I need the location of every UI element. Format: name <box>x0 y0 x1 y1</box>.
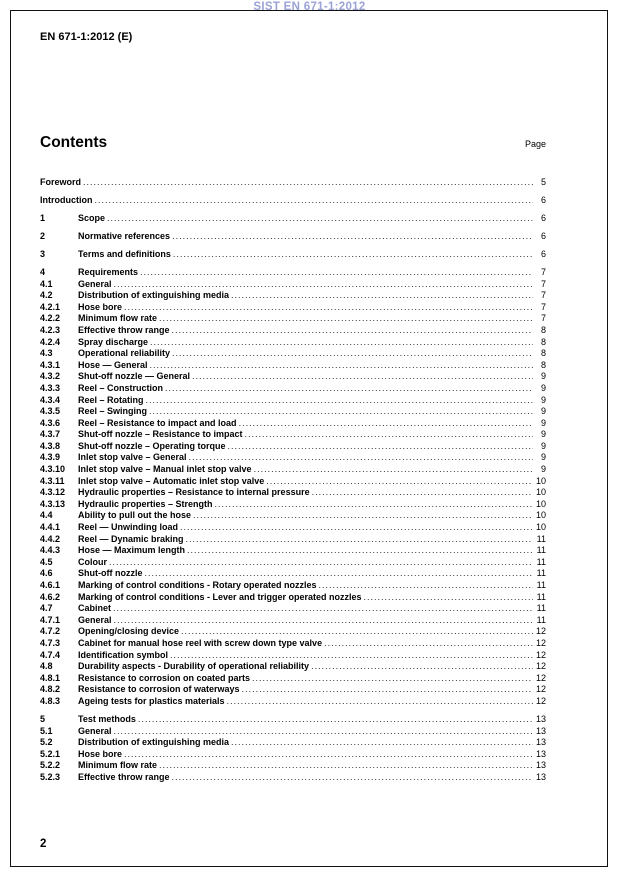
toc-entry <box>40 603 546 615</box>
toc-dotted-leader <box>83 177 533 189</box>
toc-entry-page: 6 <box>540 194 546 205</box>
toc-entry-page: 11 <box>536 591 546 602</box>
toc-entry-page: 13 <box>535 737 546 748</box>
toc-entry-page: 8 <box>540 359 546 370</box>
toc-entry-title: Minimum flow rate <box>78 313 158 324</box>
toc-dotted-leader <box>189 452 533 464</box>
toc-entry <box>40 545 546 557</box>
toc-entry-number: 4.6 <box>40 568 53 579</box>
toc-dotted-leader <box>95 195 534 207</box>
toc-entry <box>40 522 546 534</box>
toc-entry-page: 11 <box>536 545 546 556</box>
toc-entry-page: 10 <box>535 487 546 498</box>
toc-entry-page: 9 <box>540 429 546 440</box>
toc-dotted-leader <box>114 279 533 291</box>
toc-entry-page: 8 <box>540 324 546 335</box>
toc-entry-title: Marking of control conditions - Lever and trigger operated nozzles <box>78 591 362 602</box>
toc-entry <box>40 267 546 279</box>
toc-entry-title: Foreword <box>40 176 82 187</box>
toc-entry-number: 4.7.4 <box>40 649 61 660</box>
toc-entry-title: Hydraulic properties – Strength <box>78 498 213 509</box>
toc-dotted-leader <box>312 487 533 499</box>
toc-entry-number: 4.3 <box>40 348 53 359</box>
toc-entry <box>40 726 546 738</box>
toc-entry-title: Effective throw range <box>78 324 170 335</box>
toc-entry-title: Shut-off nozzle <box>78 568 143 579</box>
toc-entry-page: 12 <box>535 661 546 672</box>
toc-entry-number: 4.3.12 <box>40 487 66 498</box>
toc-entry-title: Operational reliability <box>78 348 171 359</box>
toc-entry-number: 4.2.4 <box>40 336 61 347</box>
toc-entry-number: 4.4 <box>40 510 53 521</box>
toc-entry-title: Introduction <box>40 194 93 205</box>
toc-entry <box>40 714 546 726</box>
toc-entry-number: 4.2.2 <box>40 313 61 324</box>
toc-entry-title: Hose bore <box>78 748 123 759</box>
toc-entry-page: 10 <box>535 522 546 533</box>
toc-entry-title: Reel – Construction <box>78 382 164 393</box>
toc-entry <box>40 476 546 488</box>
toc-entry-page: 12 <box>535 649 546 660</box>
toc-entry-title: Reel – Resistance to impact and load <box>78 417 237 428</box>
toc-entry-number: 2 <box>40 230 46 241</box>
toc-entry <box>40 673 546 685</box>
toc-entry <box>40 325 546 337</box>
toc-entry-title: Shut-off nozzle — General <box>78 371 191 382</box>
toc-entry-page: 11 <box>536 603 546 614</box>
toc-entry-title: Durability aspects - Durability of operational reliability <box>78 661 310 672</box>
toc-entry-page: 9 <box>540 371 546 382</box>
toc-entry-number: 4.7.2 <box>40 626 61 637</box>
toc-entry <box>40 395 546 407</box>
toc-entry-page: 13 <box>535 725 546 736</box>
toc-entry <box>40 302 546 314</box>
toc-entry-page: 12 <box>535 684 546 695</box>
toc-entry-page: 9 <box>540 440 546 451</box>
toc-entry-title: Hose bore <box>78 301 123 312</box>
toc-dotted-leader <box>124 302 533 314</box>
toc-entry-page: 7 <box>540 290 546 301</box>
toc-dotted-leader <box>172 231 533 243</box>
toc-dotted-leader <box>149 406 533 418</box>
toc-dotted-leader <box>311 661 533 673</box>
toc-entry <box>40 313 546 325</box>
toc-entry-title: Resistance to corrosion on coated parts <box>78 672 251 683</box>
contents-title: Contents <box>40 134 108 151</box>
toc-entry <box>40 452 546 464</box>
toc-entry-number: 4.3.8 <box>40 440 61 451</box>
toc-dotted-leader <box>252 673 533 685</box>
toc-entry-number: 5.2.2 <box>40 760 61 771</box>
toc-entry-page: 7 <box>540 266 546 277</box>
toc-entry <box>40 195 546 207</box>
toc-entry-title: Reel — Unwinding load <box>78 522 179 533</box>
toc-entry <box>40 279 546 291</box>
toc-entry-number: 4.4.2 <box>40 533 61 544</box>
toc-entry-title: Colour <box>78 556 107 567</box>
toc-entry-page: 6 <box>540 248 546 259</box>
toc-entry <box>40 249 546 261</box>
toc-entry-title: General <box>78 725 112 736</box>
toc-entry-number: 4.8.2 <box>40 684 61 695</box>
toc-entry-title: Cabinet for manual hose reel with screw down type valve <box>78 637 323 648</box>
toc-entry <box>40 580 546 592</box>
toc-entry-number: 4.3.6 <box>40 417 61 428</box>
toc-entry-page: 13 <box>535 714 546 725</box>
toc-entry-title: Distribution of extinguishing media <box>78 290 230 301</box>
toc-dotted-leader <box>146 395 533 407</box>
toc-dotted-leader <box>227 696 533 708</box>
toc-entry <box>40 638 546 650</box>
toc-entry <box>40 383 546 395</box>
toc-dotted-leader <box>192 371 533 383</box>
toc-dotted-leader <box>193 510 533 522</box>
toc-entry-title: Test methods <box>78 714 136 725</box>
toc-entry <box>40 661 546 673</box>
toc-entry <box>40 177 546 189</box>
toc-entry-number: 5.1 <box>40 725 53 736</box>
toc-entry <box>40 418 546 430</box>
toc-entry-title: Reel — Dynamic braking <box>78 533 184 544</box>
toc-entry-title: Hydraulic properties – Resistance to internal pressure <box>78 487 310 498</box>
toc-entry <box>40 487 546 499</box>
toc-entry-number: 4.2.1 <box>40 301 61 312</box>
toc-entry <box>40 290 546 302</box>
toc-entry-number: 4.7.3 <box>40 637 61 648</box>
toc-dotted-leader <box>172 348 533 360</box>
toc-entry <box>40 429 546 441</box>
toc-entry-number: 4.2 <box>40 290 53 301</box>
toc-entry <box>40 348 546 360</box>
toc-dotted-leader <box>159 313 533 325</box>
contents-header-row <box>40 134 546 152</box>
toc-dotted-leader <box>159 760 533 772</box>
toc-entry <box>40 696 546 708</box>
toc-entry-title: Spray discharge <box>78 336 149 347</box>
toc-entry-title: Effective throw range <box>78 772 170 782</box>
toc-entry-title: Inlet stop valve – Automatic inlet stop valve <box>78 475 265 486</box>
toc-entry-title: Ability to pull out the hose <box>78 510 191 521</box>
toc-entry-title: Opening/closing device <box>78 626 180 637</box>
toc-entry-number: 5.2.1 <box>40 748 61 759</box>
toc-entry-page: 11 <box>536 556 546 567</box>
toc-dotted-leader <box>114 726 533 738</box>
toc-entry-page: 7 <box>540 301 546 312</box>
toc-dotted-leader <box>140 267 533 279</box>
toc-entry-title: Resistance to corrosion of waterways <box>78 684 240 695</box>
toc-entry-number: 4.3.10 <box>40 464 66 475</box>
toc-entry-page: 9 <box>540 417 546 428</box>
toc-dotted-leader <box>231 290 533 302</box>
toc-entry-page: 12 <box>535 626 546 637</box>
toc-entry-title: General <box>78 614 112 625</box>
toc-entry-title: Reel – Rotating <box>78 394 144 405</box>
toc-entry <box>40 592 546 604</box>
sist-watermark: SIST EN 671-1:2012 <box>253 1 366 13</box>
toc-entry-page: 9 <box>540 382 546 393</box>
toc-dotted-leader <box>319 580 533 592</box>
toc-dotted-leader <box>181 626 533 638</box>
toc-entry-title: Cabinet <box>78 603 112 614</box>
toc-entry <box>40 441 546 453</box>
toc-entry-page: 5 <box>540 176 546 187</box>
toc-entry <box>40 406 546 418</box>
toc-entry <box>40 499 546 511</box>
toc-entry-number: 5.2 <box>40 737 53 748</box>
toc-entry-number: 4.8 <box>40 661 53 672</box>
toc-dotted-leader <box>215 499 533 511</box>
toc-dotted-leader <box>109 557 533 569</box>
toc-entry-title: Inlet stop valve – General <box>78 452 187 463</box>
toc-entry-number: 4.6.1 <box>40 580 61 590</box>
toc-entry-number: 4.8.3 <box>40 695 61 706</box>
document-reference: EN 671-1:2012 (E) <box>40 31 133 43</box>
toc-entry <box>40 231 546 243</box>
toc-dotted-leader <box>245 429 533 441</box>
toc-entry-page: 12 <box>535 672 546 683</box>
toc-entry <box>40 749 546 761</box>
toc-dotted-leader <box>254 464 533 476</box>
toc-entry-title: Distribution of extinguishing media <box>78 737 230 748</box>
toc-entry-page: 8 <box>540 336 546 347</box>
toc-entry <box>40 510 546 522</box>
toc-entry-title: Shut-off nozzle – Resistance to impact <box>78 429 243 440</box>
toc-entry-title: Hose — General <box>78 359 148 370</box>
toc-entry-number: 4.3.1 <box>40 359 61 370</box>
toc-entry-page: 11 <box>536 580 546 590</box>
toc-dotted-leader <box>113 603 533 615</box>
toc-entry-title: Minimum flow rate <box>78 760 158 771</box>
toc-entry-title: Shut-off nozzle – Operating torque <box>78 440 226 451</box>
toc-entry-number: 4.2.3 <box>40 324 61 335</box>
toc-entry-page: 9 <box>540 452 546 463</box>
toc-entry-number: 4.3.4 <box>40 394 61 405</box>
toc-entry-page: 9 <box>540 394 546 405</box>
toc-entry <box>40 772 546 784</box>
toc-entry-page: 12 <box>535 637 546 648</box>
toc-entry <box>40 684 546 696</box>
toc-entry <box>40 650 546 662</box>
toc-dotted-leader <box>107 213 533 225</box>
toc-entry <box>40 464 546 476</box>
toc-dotted-leader <box>173 249 533 261</box>
toc-entry-page: 10 <box>535 498 546 509</box>
toc-entry-number: 4.6.2 <box>40 591 61 602</box>
toc-dotted-leader <box>165 383 533 395</box>
toc-entry-title: Ageing tests for plastics materials <box>78 695 225 706</box>
toc-entry-page: 10 <box>535 510 546 521</box>
toc-entry-title: Marking of control conditions - Rotary operated nozzles <box>78 580 317 590</box>
toc-entry <box>40 615 546 627</box>
toc-dotted-leader <box>364 592 533 604</box>
toc-entry-title: Reel – Swinging <box>78 406 148 417</box>
toc-entry-number: 4.3.11 <box>40 475 65 486</box>
toc-dotted-leader <box>150 337 533 349</box>
toc-entry-number: 5.2.3 <box>40 772 61 782</box>
toc-entry <box>40 557 546 569</box>
toc-entry <box>40 534 546 546</box>
toc-dotted-leader <box>138 714 533 726</box>
toc-entry <box>40 568 546 580</box>
toc-entry-number: 4.3.2 <box>40 371 61 382</box>
page-column-label: Page <box>524 139 546 149</box>
toc-entry-page: 6 <box>540 212 546 223</box>
toc-dotted-leader <box>186 534 533 546</box>
toc-entry-number: 4.3.5 <box>40 406 61 417</box>
toc-list <box>40 170 546 784</box>
toc-dotted-leader <box>324 638 533 650</box>
toc-entry-page: 6 <box>540 230 546 241</box>
toc-entry-number: 1 <box>40 212 46 223</box>
toc-entry-page: 9 <box>540 464 546 475</box>
toc-entry-page: 12 <box>535 695 546 706</box>
toc-entry-number: 4.5 <box>40 556 53 567</box>
toc-dotted-leader <box>180 522 533 534</box>
toc-entry-number: 4 <box>40 266 46 277</box>
toc-dotted-leader <box>231 737 533 749</box>
toc-dotted-leader <box>172 772 533 784</box>
toc-dotted-leader <box>145 568 534 580</box>
page-number: 2 <box>40 838 47 850</box>
toc-entry-page: 13 <box>535 748 546 759</box>
toc-entry-title: Scope <box>78 212 106 223</box>
toc-entry-number: 4.7.1 <box>40 614 61 625</box>
toc-entry <box>40 337 546 349</box>
toc-dotted-leader <box>266 476 533 488</box>
toc-entry-page: 7 <box>540 278 546 289</box>
toc-entry-number: 3 <box>40 248 46 259</box>
toc-entry-number: 4.8.1 <box>40 672 61 683</box>
toc-entry-page: 8 <box>540 348 546 359</box>
toc-entry-title: Terms and definitions <box>78 248 171 259</box>
toc-entry-number: 4.4.3 <box>40 545 61 556</box>
toc-entry <box>40 626 546 638</box>
toc-entry-number: 4.1 <box>40 278 53 289</box>
toc-entry-page: 10 <box>535 475 546 486</box>
toc-entry-number: 4.3.7 <box>40 429 61 440</box>
toc-entry-title: General <box>78 278 112 289</box>
toc-entry-number: 4.3.13 <box>40 498 66 509</box>
toc-entry-title: Hose — Maximum length <box>78 545 186 556</box>
toc-entry <box>40 371 546 383</box>
toc-entry-page: 11 <box>536 533 546 544</box>
toc-entry-title: Requirements <box>78 266 139 277</box>
toc-entry <box>40 737 546 749</box>
toc-entry-number: 4.7 <box>40 603 53 614</box>
toc-entry-page: 13 <box>535 772 546 782</box>
toc-entry-page: 7 <box>540 313 546 324</box>
toc-entry-page: 11 <box>536 568 546 579</box>
toc-dotted-leader <box>150 360 533 372</box>
toc-entry <box>40 213 546 225</box>
toc-dotted-leader <box>187 545 533 557</box>
toc-entry-number: 4.3.9 <box>40 452 61 463</box>
toc-entry-title: Inlet stop valve – Manual inlet stop valve <box>78 464 252 475</box>
toc-entry <box>40 360 546 372</box>
toc-entry-page: 13 <box>535 760 546 771</box>
toc-entry <box>40 760 546 772</box>
toc-entry-title: Normative references <box>78 230 171 241</box>
toc-entry-number: 4.3.3 <box>40 382 61 393</box>
toc-dotted-leader <box>170 650 533 662</box>
toc-entry-title: Identification symbol <box>78 649 169 660</box>
toc-dotted-leader <box>124 749 533 761</box>
toc-entry-page: 11 <box>536 614 546 625</box>
toc-entry-number: 4.4.1 <box>40 522 61 533</box>
toc-dotted-leader <box>242 684 533 696</box>
toc-entry-page: 9 <box>540 406 546 417</box>
toc-dotted-leader <box>239 418 533 430</box>
toc-dotted-leader <box>228 441 534 453</box>
toc-entry-number: 5 <box>40 714 46 725</box>
toc-dotted-leader <box>114 615 533 627</box>
toc-dotted-leader <box>172 325 533 337</box>
